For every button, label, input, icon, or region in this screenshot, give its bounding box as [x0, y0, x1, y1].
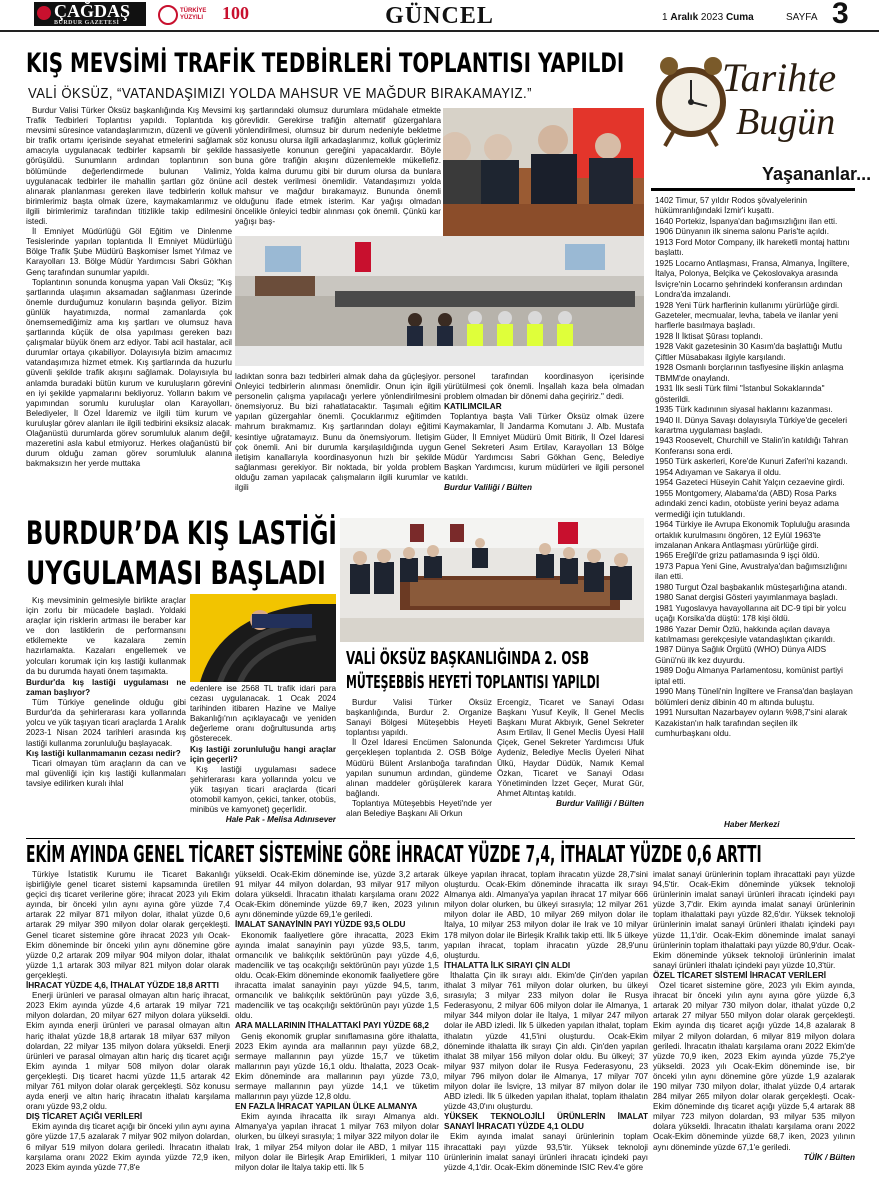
- history-event-item: 1991 Nursultan Nazarbayev oyların %98,7'sini alarak Kazakistan'ın halk tarafından seçilen ilk cumhurbaşkanı oldu.: [655, 708, 848, 739]
- article2-headline-line1: BURDUR’DA KIŞ LASTİĞİ: [26, 514, 337, 552]
- article2-lead: Kış mevsiminin gelmesiyle birlikte araçlar için zorlu bir mücadele başladı. Yoldaki araçlar için risklerin artması ile beraber kar ve don lastiklerin de performansını etkilemekte ve kazalara zemin hazırlamakta. Kazaları engellemek ve yolcuları korumak için kış lastiği kullanmak da bu durumda hayati önem taşımakta.: [26, 596, 186, 676]
- history-events-list: [655, 196, 855, 824]
- article3-headline-line1: VALİ ÖKSÜZ BAŞKANLIĞINDA 2. OSB: [346, 648, 590, 669]
- article4-column-2: [235, 870, 439, 1198]
- section-title: GÜNCEL: [385, 3, 494, 29]
- tarihte-title: Tarihte: [722, 55, 837, 100]
- paragraph: Türkiye İstatistik Kurumu ile Ticaret Bakanlığı işbirliğiyle genel ticaret sistemi kapsamında üretilen geçici dış ticaret verilerine göre; ihracat 2023 yılı Ekim ayında, bir önceki yılın aynı ayına göre yüzde 7,4 artarak 22 milyar 871 milyon dolar, ithalat yüzde 0,6 artarak 29 milyar 390 milyon dolar olarak gerçekleşti. Genel ticaret sistemine göre ihracat 2023 yılı Ocak-Ekim döneminde bir önceki yılın aynı dönemine göre yüzde 0,2 artarak 209 milyar 904 milyon dolar, ithalat yüzde 1,1 artarak 303 milyar 821 milyon dolar olarak gerçekleşti.: [26, 870, 230, 980]
- logo-subtitle: BURDUR GAZETESİ: [54, 20, 120, 26]
- subheading: İHRACAT YÜZDE 4,6, İTHALAT YÜZDE 18,8 ARTTI: [26, 981, 219, 991]
- history-event-item: 1954 Adıyaman ve Sakarya il oldu.: [655, 467, 782, 477]
- paragraph: Enerji ürünleri ve parasal olmayan altın hariç ihracat, 2023 Ekim ayında yüzde 4,6 artarak 19 milyar 721 milyon dolardan, 20 milyar 627 milyon dolara yükseldi. Ekim ayında enerji ürünleri ve parasal olmayan altın hariç ithalat yüzde 18,8 artarak 18 milyar 637 milyon dolardan, 22 milyar 135 milyon dolara yükseldi. Enerji ürünleri ve parasal olmayan altın hariç dış ticaret açığı Ekim ayında 1 milyar 508 milyon dolar olarak gerçekleşti. Dış ticaret hacmi yüzde 11,5 artarak 42 milyar 761 milyon dolar olarak gerçekleşti. Söz konusu ayda enerji ve altın hariç ihracatın ithalatı karşılama oranı yüzde 93,2 oldu.: [26, 991, 230, 1112]
- meeting-photo-panel: [443, 108, 644, 236]
- article2-headline-line2: UYGULAMASI BAŞLADI: [26, 554, 326, 592]
- boardroom-meeting-photo: [340, 518, 644, 642]
- winter-tire-photo: [190, 594, 336, 682]
- bugun-title: Bugün: [736, 101, 836, 143]
- subheading: YÜKSEK TEKNOLOJİLİ ÜRÜNLERİN İMALAT SANAYİ İHRACATI YÜZDE 4,1 OLDU: [444, 1112, 648, 1132]
- paragraph: yükseldi. Ocak-Ekim döneminde ise, yüzde 3,2 artarak 91 milyar 44 milyon dolardan, 93 milyar 917 milyon dolara yükseldi. İhracatın ithalatı karşılama oranı 2022 Ocak-Ekim döneminde yüzde 69,7 iken, 2023 yılının aynı döneminde yüzde 69,1'e geriledi.: [235, 870, 439, 920]
- history-event-item: 1980 Sanat dergisi Gösteri yayımlanmaya başladı.: [655, 593, 838, 603]
- history-event-item: 1928 İl İktisat Şûrası toplandı.: [655, 331, 763, 341]
- article1-column-2: kış şartlarındaki olumsuz durumlara müdahale etmekte görevlidir. Gerekirse trafiğin alternatif güzergahlara yönlendirilmesi, olumsuz bir durum nedeniyle bekletme söz konusu olursa ilgili arkadaşlarımız, kolluk güçlerimiz hassasiyetle konunun gereğini yapacaklardır. Böyle buna göre trafiğin akışını düzenlemekle mükellefiz. Yolda kalma durumu gibi bir durum olursa da bunlara acil destek verilmesi önemlidir. Vatandaşımızı yolda mahsur ve mağdur bırakamayız. Bununda önemli olduğunu ifade etmek isterim. Kar yağışı olmadan öncelikle önleyici tedbir alınması çok önemli. Çünkü kar yağışı baş-: [235, 106, 441, 227]
- history-event-item: 1940 II. Dünya Savaşı dolayısıyla Türkiye'de geceleri karartma uygulaması başladı.: [655, 415, 848, 435]
- history-event-item: 1987 Dünya Sağlık Örgütü (WHO) Dünya AIDS Günü'nü ilk kez duyurdu.: [655, 645, 827, 665]
- page-number: 3: [832, 0, 849, 30]
- article1-headline: KIŞ MEVSİMİ TRAFİK TEDBİRLERİ TOPLANTISI YAPILDI: [26, 48, 625, 79]
- meeting-hall-photo: [235, 236, 644, 366]
- article3-column-1: Burdur Valisi Türker Öksüz başkanlığında, Burdur 2. Organize Sanayi Bölgesi Müteşebbis Heyeti toplantısı yapıldı. İl Özel İdaresi Encümen Salonunda gerçekleşen toplantıda 2. OSB Bölge Müdürü Bülent Arslanboğa tarafından yapılan sunumun ardından, gündeme alınan maddeler görüşülerek karara bağlandı. Toplantıya Müteşebbis Heyeti'nde yer alan Belediye Başkanı Ali Orkun: [346, 698, 492, 819]
- history-event-item: 1640 Portekiz, İspanya'dan bağımsızlığını ilan etti.: [655, 216, 838, 226]
- section-divider: [26, 838, 855, 839]
- osb-meeting-photo: [340, 518, 644, 642]
- paragraph: Özel ticaret sistemine göre, 2023 yılı Ekim ayında, ihracat bir önceki yılın aynı ayına göre yüzde 6,3 artarak 20 milyar 730 milyon dolar, ithalat yüzde 0,2 artarak 27 milyar 550 milyon dolar olarak gerçekleşti. Ekim ayında dış ticaret açığı yüzde 14,8 azalarak 8 milyar 2 milyon dolardan, 6 milyar 819 milyon dolara geriledi. İhracatın ithalatı karşılama oranı 2022 Ekim'de yüzde 70,9 iken, 2023 Ekim ayında yüzde 75,2'ye yükseldi. 2023 yılı Ocak-Ekim döneminde ise, bir önceki yılın aynı dönemine göre yüzde 1,9 azalarak 190 milyar 730 milyon dolar, ithalat yüzde 0,4 artarak 284 milyar 265 milyon dolar olarak gerçekleşti. Ocak-Ekim döneminde dış ticaret açığı yüzde 5,4 artarak 88 milyar 723 milyon dolardan, 93 milyar 535 milyon dolara yükseldi. İhracatın ithalatı karşılama oranı 2022 Ocak-Ekim döneminde yüzde 68,7 iken, 2023 yılının aynı döneminde yüzde 67,1'e geriledi.: [653, 981, 855, 1152]
- history-event-item: 1935 Türk kadınının siyasal haklarını kazanması.: [655, 405, 833, 415]
- history-event-item: 1990 Manş Tüneli'nin İngiltere ve Fransa'dan başlayan bölümleri deniz dibinin 40 m altında buluştu.: [655, 687, 853, 707]
- history-event-item: 1954 Gazeteci Hüseyin Cahit Yalçın cezaevine girdi.: [655, 478, 845, 488]
- history-event-item: 1402 Timur, 57 yıldır Rodos şövalyelerinin hükümranlığındaki İzmir'i kuşattı.: [655, 196, 807, 216]
- issue-date: 1 Aralık 2023 Cuma: [662, 12, 754, 23]
- history-event-item: 1965 Ereğli'de grizu patlamasında 9 işçi öldü.: [655, 551, 820, 561]
- tire-photo: [190, 594, 336, 682]
- article4-column-4: [653, 870, 855, 1198]
- article4-column-1: [26, 870, 230, 1198]
- subheading: İMALAT SANAYİNİN PAYI YÜZDE 93,5 OLDU: [235, 920, 406, 930]
- history-event-item: 1973 Papua Yeni Gine, Avustralya'dan bağımsızlığını ilan etti.: [655, 561, 848, 582]
- centenary-badge: 100: [222, 3, 249, 23]
- page-label: SAYFA: [786, 12, 818, 23]
- history-event-item: 1931 İlk sesli Türk filmi "İstanbul Sokaklarında" gösterildi.: [655, 384, 825, 404]
- article1-column-1: Burdur Valisi Türker Öksüz başkanlığında Kış Mevsimi Trafik Tedbirleri Toplantısı yapıldı. Toplantıda kış mevsimi süresince vatandaşlarımızın, düzenli ve güvenli bir trafik ortamı içerisinde seyahat etmelerini sağlamak amacıyla uygulanacak tedbirler kapsamlı bir şekilde görüşüldü. Sunumların ardından toplantının son bölümünde değerlendirmede bulunan Valimiz, uygulanacak tedbirler ile mahallin şartları göz önüne alınarak planlanması gereken ilave tedbirlerin kolluk birimlerimiz başta olmak üzere, kaymakamlarımız ve ilgili birimlerimiz tarafından titizlikle takip edilmesini istedi. İl Emniyet Müdürlüğü Göl Eğitim ve Dinlenme Tesislerinde yapılan toplantıda İl Emniyet Müdürlüğü Bölge Trafik Şube Müdürü Başkomiser İsmet Yılmaz ve Karayolları 13. Bölge Müdür Yardımcısı Sabri Gökhan Genç tarafından sunumlar yapıldı. Toplantının sonunda konuşma yapan Vali Öksüz; "Kış şartlarında ulaşımın aksamadan sağlanması üzerinde önemle durduğumuz konuların başında geliyor. Bizim günlük hayatımızda, normal zamanlarda çok önemsemediğimiz ama kış şartları ve olumsuz hava şartlarında küçük de olsa yapılması gereken bazı çalışmalar büyük önem arz ediyor. Tabi acil hastalar, acil durumlar ortaya çıkabiliyor. Dolayısıyla bizim amacımız vatandaşımıza hizmet etmek. Kış şartlarında da huzurlu güvenli şekilde trafik akışını sağlamak. Dolayısıyla bu anlamda buradaki bütün kurum ve kuruluşların görevini en iyi şekilde yapmalarını bekliyoruz. Yolların bakım ve yapımından sorumlu kuruluşlar olan Karayolları, Belediyeler, İl Özel İdaremiz ve ilgili tüm kurum ve kuruluşlar görev alanları ile ilgili tedbirini eksiksiz alacak. Olağanüstü durumlarda görev sorumluluk alanım değil, mazeretini asla kabul etmiyoruz. Herkes olağanüstü bir durum olduğu zaman görev sorumluluk alanına bakmaksızın her yerde muttaka: [26, 106, 232, 469]
- paragraph: Ekonomik faaliyetlere göre ihracatta, 2023 Ekim ayında imalat sanayinin payı yüzde 93,5, tarım, ormancılık ve balıkçılık sektörünün payı yüzde 4,6, madencilik ve taş ocakçılığı sektörünün payı yüzde 1,5 oldu. Ocak-Ekim döneminde ekonomik faaliyetlere göre ihracatta imalat sanayinin payı yüzde 94,5, tarım, ormancılık ve balıkçılık sektörünün payı yüzde 3,6, madencilik ve taş ocakçılığı sektörünün payı yüzde 1,5 oldu.: [235, 930, 439, 1021]
- history-event-item: 1913 Ford Motor Company, ilk hareketli montaj hattını başlattı.: [655, 237, 850, 258]
- history-event-item: 1989 Doğu Almanya Parlamentosu, komünist partiyi iptal etti.: [655, 666, 843, 686]
- paragraph: ülkeye yapılan ihracat, toplam ihracatın yüzde 28,7'sini oluşturdu. Ocak-Ekim döneminde ihracatta ilk sırayı Almanya aldı. Almanya'ya yapılan ihracat 17 milyar 666 milyon dolar olurken, bu ülkeyi sırasıyla; 12 milyar 261 milyon dolar ile ABD, 10 milyar 269 milyon dolar ile İtalya, 10 milyar 253 milyon dolar ile Irak ve 10 milyar 178 milyon dolar ile Birleşik Krallık takip etti. İlk 5 ülkeye yapılan ihracat, toplam ihracatın yüzde 28,9'unu oluşturdu.: [444, 870, 648, 960]
- paragraph: Ekim ayında dış ticaret açığı bir önceki yılın aynı ayına göre yüzde 17,5 azalarak 7 milyar 902 milyon dolardan, 6 milyar 519 milyon dolara geriledi. İhracatın ithalatı karşılama oranı 2022 Ekim ayında yüzde 72,9 iken, 2023 Ekim ayında yüzde 77,8'e: [26, 1122, 230, 1172]
- turkiye-yuzyili-badge: TÜRKİYE YÜZYILI: [158, 3, 216, 27]
- history-event-item: 1928 Yeni Türk harflerinin kullanımı yürürlüğe girdi. Gazeteler, mecmualar, levha, tabela ve ilanlar yeni harflerle basılmaya başladı.: [655, 300, 840, 331]
- yasananlar-title: Yaşananlar...: [762, 164, 872, 184]
- newspaper-logo[interactable]: ÇAĞDAŞ BURDUR GAZETESİ: [34, 2, 146, 26]
- history-event-item: 1981 Yugoslavya havayollarına ait DC-9 tipi bir yolcu uçağı Korsika'da düştü: 178 kişi öldü.: [655, 603, 846, 624]
- audience-in-hall-photo: [235, 236, 644, 366]
- history-event-item: 1964 Türkiye ile Avrupa Ekonomik Topluluğu arasında ortaklık kurulmasını öngören, 12 Eylül 1963'te imzalanan Ankara Antlaşması yürürlüğe girdi.: [655, 520, 850, 550]
- tarihte-source: Haber Merkezi: [724, 820, 780, 829]
- officials-at-table-photo: [443, 108, 644, 236]
- article3-headline-line2: MÜTEŞEBBİS HEYETİ TOPLANTISI YAPILDI: [346, 672, 600, 693]
- paragraph: imalat sanayi ürünlerinin toplam ihracattaki payı yüzde 94,5'tir. Ocak-Ekim döneminde yüksek teknoloji ürünlerinin imalat sanayi ürünleri ihracatı içindeki payı yüzde 3,7'dir. Ekim ayında imalat sanayi ürünlerinin toplam ithalattaki payı yüzde 82,6'dır. Yüksek teknoloji ürünlerinin imalat sanayi ürünleri ithalatı içindeki payı yüzde 11,1'dir. Ocak-Ekim döneminde imalat sanayi ürünlerinin toplam ithalattaki payı yüzde 80,9'dur. Ocak-Ekim döneminde yüksek teknoloji ürünlerinin imalat sanayi ürünleri ithalatı içindeki payı yüzde 10,3'tür.: [653, 870, 855, 970]
- history-event-item: 1906 Dünyanın ilk sinema salonu Paris'te açıldı.: [655, 227, 830, 237]
- history-event-item: 1943 Roosevelt, Churchill ve Stalin'in katıldığı Tahran Konferansı sona erdi.: [655, 436, 849, 456]
- history-event-item: 1925 Locarno Antlaşması, Fransa, Almanya, İngiltere, İtalya, Polonya, Belçika ve Çekoslovakya arasında İsviçre'nin Locarno şehrindeki konferansın ardından Londra'da imzalandı.: [655, 258, 850, 300]
- subheading: İTHALATTA İLK SIRAYI ÇİN ALDI: [444, 960, 571, 970]
- article-source: TÜİK / Bülten: [803, 1152, 855, 1162]
- article2-column-2: edenlere ise 2568 TL trafik idari para cezası uygulanacak. 1 Ocak 2024 tarihinden itibaren Hazine ve Maliye Bakanlığı'nın açıklayacağı ve yeniden değerleme oranı doğrultusunda artış gösterecek. Kış lastiği zorunluluğu hangi araçlar için geçerli? Kış lastiği uygulaması sadece şehirlerarası kara yollarında yolcu ve yük taşıyan ticari araçlarda (ticari otomobil kamyon, çekici, tanker, otobüs, minibüs ve kamyonet) geçerlidir. Hale Pak - Melisa Adınısever: [190, 684, 336, 825]
- subheading: EN FAZLA İHRACAT YAPILAN ÜLKE ALMANYA: [235, 1102, 418, 1112]
- article4-column-3: [444, 870, 648, 1198]
- paragraph: Ekim ayında imalat sanayi ürünlerinin toplam ihracattaki payı yüzde 93,5'tir. Yüksek teknoloji ürünlerinin imalat sanayi ürünleri ihracatı içindeki payı yüzde 4,1'dir. Ocak-Ekim döneminde ISIC Rev.4'e göre: [444, 1132, 648, 1172]
- history-event-item: 1955 Montgomery, Alabama'da (ABD) Rosa Parks adındaki zenci kadın, otobüste yerini beyaz adama vermediği için tutuklandı.: [655, 488, 839, 519]
- history-event-item: 1950 Türk askerleri, Kore'de Kunuri Zaferi'ni kazandı.: [655, 457, 848, 467]
- history-event-item: 1980 Turgut Özal başbakanlık müsteşarlığına atandı.: [655, 582, 848, 592]
- subheading: DIŞ TİCARET AÇIĞI VERİLERİ: [26, 1112, 143, 1122]
- subheading: ÖZEL TİCARET SİSTEMİ İHRACAT VERİLERİ: [653, 970, 827, 980]
- article3-column-2: Ercengiz, Ticaret ve Sanayi Odası Başkanı Yusuf Keyik, İl Genel Meclis Başkanı Murat Akbıyık, Genel Sekreter Asım Ertilav, İl Genel Meclis Üyesi Halil Çiçek, Genel Sekreter Yardımcısı Ufuk Aydeniz, Belediye Meclis Üyeleri Nihat Ülkü, Haydar Düdük, Namık Kemal Özkan, Ticaret ve Sanayi Odası Yönetiminden İzzet Geçer, Murat Gür, Ahmet Altıntaş katıldı. Burdur Valiliği / Bülten: [497, 698, 644, 808]
- article2-column-1: Burdur'da kış lastiği uygulaması ne zaman başlıyor? Tüm Türkiye genelinde olduğu gibi Burdur'da da şehirlerarası kara yollarında yolcu ve yük taşıyan ticari araçlarda 1 Aralık 2023-1 Nisan 2024 tarihleri arasında kış lastiği kullanma zorunluluğu başlayacak. Kış lastiği kullanmamanın cezası nedir? Ticari olmayan tüm araçların da can ve mal güvenliği için kış lastiği kullanmaları tavsiye edilirken kuralı ihlal: [26, 678, 186, 788]
- paragraph: Geniş ekonomik gruplar sınıflamasına göre ithalatta, 2023 Ekim ayında ara mallarının payı yüzde 68,2, sermaye mallarının payı yüzde 15,7 ve tüketim mallarının payı yüzde 16,1 oldu. İthalatta, 2023 Ocak-Ekim döneminde ara mallarının payı yüzde 73,0, sermaye mallarının payı yüzde 14,1 ve tüketim mallarının payı yüzde 12,8 oldu.: [235, 1031, 439, 1102]
- article1-column-3: personel tarafından koordinasyon içerisinde yürütülmesi çok önemli. İnşallah kaza bela olmadan problem olmadan bir dönemi daha geçiririz." dedi. KATILIMCILAR Toplantıya başta Vali Türker Öksüz olmak üzere Kaymakamlar, İl Jandarma Komutanı J. Alb. Mustafa Güder, İl Emniyet Müdürü Ümit Bitirik, İl Özel İdaresi Genel Sekreteri Asım Ertilav, Karayolları 13 Bölge Müdür Yardımcısı Sabri Gökhan Genç, Belediye Başkan Yardımcısı, kurum müdürleri ve ilgili personel katıldı. Burdur Valiliği / Bülten: [444, 372, 644, 493]
- subheading: ARA MALLARININ İTHALATTAKİ PAYI YÜZDE 68,2: [235, 1021, 429, 1031]
- history-event-item: 1928 Vakit gazetesinin 30 Kasım'da başlattığı Mutlu Çiftler Müsabakası ilgiyle karşılandı.: [655, 342, 843, 362]
- masthead: [0, 0, 879, 32]
- article1-subheadline: VALİ ÖKSÜZ, “VATANDAŞIMIZI YOLDA MAHSUR VE MAĞDUR BIRAKAMAYIZ.”: [28, 86, 532, 102]
- history-event-item: 1928 Osmanlı borçlarının tasfiyesine ilişkin anlaşma TBMM'de onaylandı.: [655, 363, 844, 383]
- paragraph: İthalatta Çin ilk sırayı aldı. Ekim'de Çin'den yapılan ithalat 3 milyar 761 milyon dolar olurken, bu ülkeyi sırasıyla; 3 milyar 233 milyon dolar ile Rusya Federasyonu, 2 milyar 606 milyon dolar ile Almanya, 1 milyar 344 milyon dolar ile İtalya, 1 milyar 247 milyon dolar ile ABD izledi. İlk 5 ülkeden yapılan ithalat, toplam ithalatın yüzde 41,5'ini oluşturdu. Ocak-Ekim döneminde ithalatta ilk sırayı Çin aldı. Çin'den yapılan ithalat 38 milyar 156 milyon dolar oldu. Bu ülkeyi; 37 milyar 937 milyon dolar ile Rusya Federasyonu, 23 milyar 796 milyon dolar ile Almanya, 17 milyar 707 milyon dolar ile İsviçre, 13 milyar 87 milyon dolar ile ABD izledi. İlk 5 ülkeden yapılan ithalat, toplam ithalatın yüzde 43,0'ını oluşturdu.: [444, 970, 648, 1112]
- article1-column-2b: ladıktan sonra bazı tedbirleri almak daha da güçleşiyor. Önleyici tedbirlerin alınması önemlidir. Onun için ilgili personelin çalışma yapılacağı yerlere yönlendirilmesini önemsiyoruz. Bu bizi rahatlatacaktır. Taşımalı eğitim yapılan güzergahlar önemli. Çocuklarımız eğitimden mahrum bırakmamız. Kış şartlarından dolayı eğitimi kesintiye uğratamayız. Bunu da önemsiyorum. İletişim çok önemli. Ani bir durumla karşılaşıldığında uygun iletişim kanallarıyla koordinasyonun hızlı bir şekilde sağlanması gerekiyor. Bir noktada, bir yolda problem olduğu zaman yapılacak çalışmaların ilgili kurumlar ve ilgili: [235, 372, 441, 493]
- article4-headline: EKİM AYINDA GENEL TİCARET SİSTEMİNE GÖRE İHRACAT YÜZDE 7,4, İTHALAT YÜZDE 0,6 ARTTI: [26, 842, 762, 868]
- history-event-item: 1986 Yazar Demir Özlü, hakkında açılan davaya katılmaması gerekçesiyle vatandaşlıktan çıkarıldı.: [655, 624, 836, 645]
- paragraph: Ekim ayında ihracatta ilk sırayı Almanya aldı. Almanya'ya yapılan ihracat 1 milyar 763 milyon dolar olurken, bu ülkeyi sırasıyla; 1 milyar 322 milyon dolar ile Irak, 1 milyar 254 milyon dolar ile ABD, 1 milyar 115 milyon dolar ile Birleşik Arap Emirlikleri, 1 milyar 110 milyon dolar ile İtalya takip etti. İlk 5: [235, 1112, 439, 1172]
